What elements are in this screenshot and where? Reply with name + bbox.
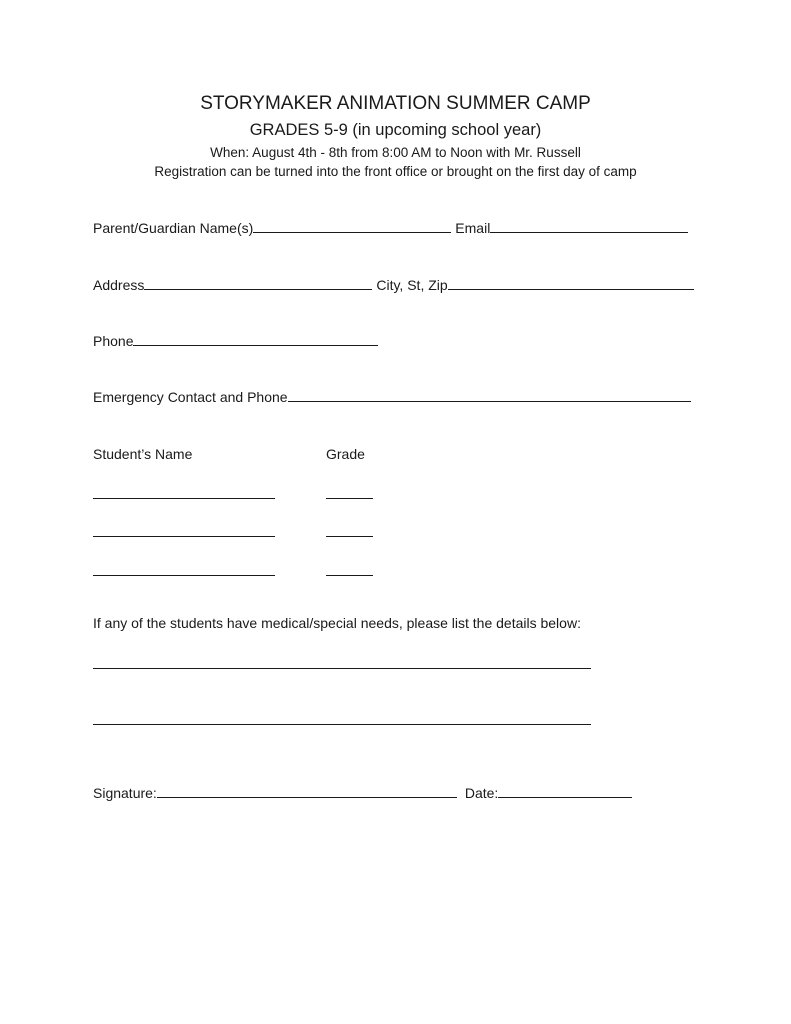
signature-date-row	[93, 785, 632, 801]
city-st-zip-label: City, St, Zip	[376, 277, 448, 293]
date-label: Date:	[464, 785, 499, 801]
address-label: Address	[93, 277, 145, 293]
email-label: Email	[455, 220, 491, 236]
student-name-field-1[interactable]	[93, 497, 275, 499]
student-grade-field-2[interactable]	[326, 535, 373, 537]
student-name-field-2[interactable]	[93, 535, 275, 537]
registration-text: Registration can be turned into the front office or brought on the first day of camp	[154, 164, 637, 179]
emergency-contact-label: Emergency Contact and Phone	[93, 389, 288, 405]
medical-details-field-1[interactable]	[93, 667, 591, 669]
city-st-zip-field[interactable]	[448, 277, 694, 290]
student-name-field-3[interactable]	[93, 574, 275, 576]
emergency-contact-field[interactable]	[288, 389, 691, 402]
student-grade-field-1[interactable]	[326, 497, 373, 499]
student-name-header: Student’s Name	[93, 446, 193, 462]
address-field[interactable]	[144, 277, 372, 290]
phone-label: Phone	[93, 333, 134, 349]
form-subtitle: GRADES 5-9 (in upcoming school year)	[249, 121, 542, 139]
medical-needs-prompt: If any of the students have medical/special needs, please list the details below:	[93, 615, 581, 631]
date-field[interactable]	[498, 785, 632, 798]
email-field[interactable]	[490, 220, 688, 233]
grade-header: Grade	[326, 446, 365, 462]
phone-field[interactable]	[133, 333, 378, 346]
phone-row	[93, 333, 378, 349]
emergency-row	[93, 389, 691, 405]
parent-email-row	[93, 220, 688, 236]
address-city-row	[93, 277, 694, 293]
parent-guardian-label: Parent/Guardian Name(s)	[93, 220, 254, 236]
student-grade-field-3[interactable]	[326, 574, 373, 576]
signature-field[interactable]	[157, 785, 457, 798]
parent-guardian-field[interactable]	[253, 220, 451, 233]
form-title: STORYMAKER ANIMATION SUMMER CAMP	[200, 93, 591, 114]
camp-when-text: When: August 4th - 8th from 8:00 AM to Noon with Mr. Russell	[210, 145, 581, 160]
medical-details-field-2[interactable]	[93, 723, 591, 725]
signature-label: Signature:	[93, 785, 157, 801]
